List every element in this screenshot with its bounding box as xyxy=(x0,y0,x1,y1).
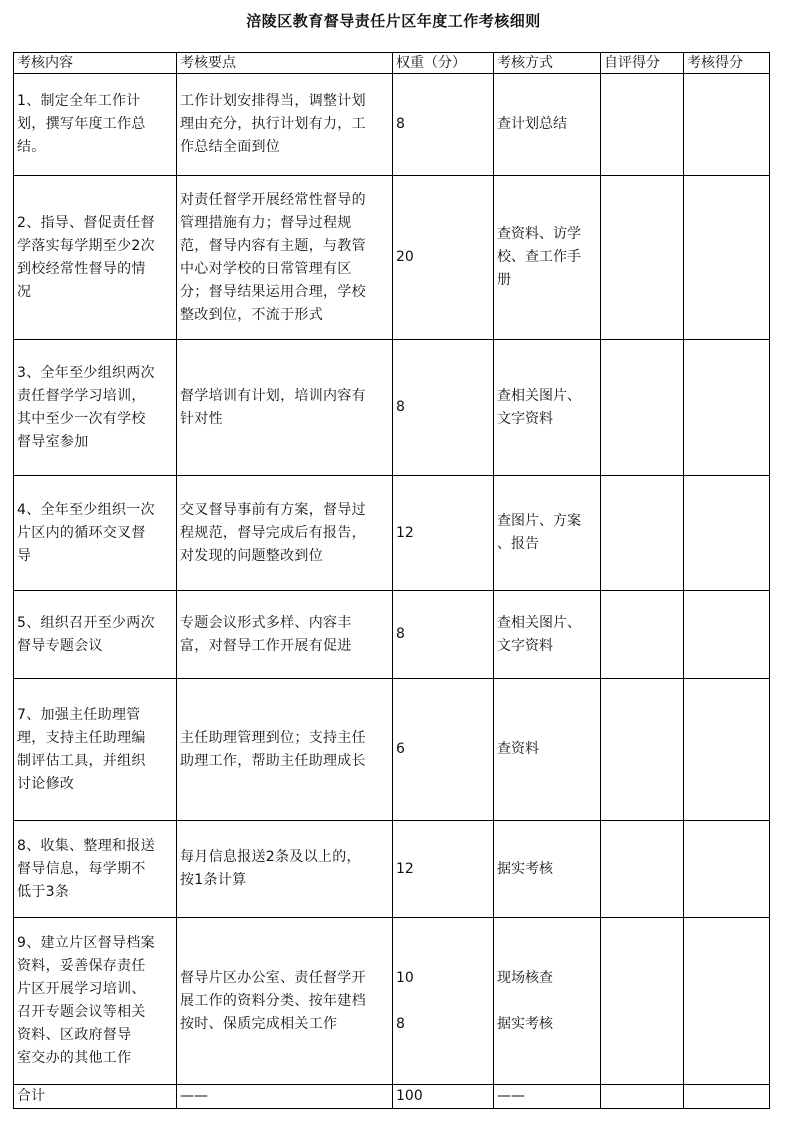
row-self-score[interactable] xyxy=(601,340,684,476)
row-method: 查资料、访学 校、查工作手 册 xyxy=(494,176,601,340)
total-row xyxy=(14,1085,770,1109)
header-method: 考核方式 xyxy=(494,53,601,74)
row-method: 查计划总结 xyxy=(494,74,601,176)
row-self-score[interactable] xyxy=(601,918,684,1085)
page-title: 涪陵区教育督导责任片区年度工作考核细则 xyxy=(246,12,541,30)
table-row xyxy=(14,476,770,591)
row-content: 3、全年至少组织两次 责任督学学习培训， 其中至少一次有学校 督导室参加 xyxy=(14,340,177,476)
row-content: 7、加强主任助理管 理，支持主任助理编 制评估工具，并组织 讨论修改 xyxy=(14,679,177,821)
row-points: 工作计划安排得当，调整计划 理由充分，执行计划有力，工 作总结全面到位 xyxy=(177,74,393,176)
row-content: 1、制定全年工作计 划，撰写年度工作总 结。 xyxy=(14,74,177,176)
row-points: 主任助理管理到位；支持主任 助理工作，帮助主任助理成长 xyxy=(177,679,393,821)
row-score[interactable] xyxy=(684,679,770,821)
row-weight: 8 xyxy=(393,74,494,176)
assessment-table xyxy=(13,52,770,1109)
row-score[interactable] xyxy=(684,340,770,476)
header-weight: 权重（分） xyxy=(393,53,494,74)
total-points: —— xyxy=(177,1085,393,1109)
row-weight: 12 xyxy=(393,821,494,918)
row-method: 查资料 xyxy=(494,679,601,821)
table-row xyxy=(14,591,770,679)
table-row xyxy=(14,918,770,1085)
row-self-score[interactable] xyxy=(601,821,684,918)
header-content: 考核内容 xyxy=(14,53,177,74)
total-weight: 100 xyxy=(393,1085,494,1109)
row-score[interactable] xyxy=(684,74,770,176)
row-points: 督导片区办公室、责任督学开 展工作的资料分类、按年建档 按时、保质完成相关工作 xyxy=(177,918,393,1085)
row-weight: 6 xyxy=(393,679,494,821)
row-weight: 8 xyxy=(393,591,494,679)
row-score[interactable] xyxy=(684,176,770,340)
row-self-score[interactable] xyxy=(601,679,684,821)
row-points: 每月信息报送2条及以上的， 按1条计算 xyxy=(177,821,393,918)
row-method: 查图片、方案 、报告 xyxy=(494,476,601,591)
header-points: 考核要点 xyxy=(177,53,393,74)
row-points: 对责任督学开展经常性督导的 管理措施有力；督导过程规 范，督导内容有主题，与教管 中心对学校的日常管理有区 分；督导结果运用合理，学校 整改到位，不流于形式 xyxy=(177,176,393,340)
row-self-score[interactable] xyxy=(601,476,684,591)
total-self-score[interactable] xyxy=(601,1085,684,1109)
row-score[interactable] xyxy=(684,591,770,679)
header-self-score: 自评得分 xyxy=(601,53,684,74)
table-row xyxy=(14,176,770,340)
row-points: 交叉督导事前有方案，督导过 程规范，督导完成后有报告， 对发现的问题整改到位 xyxy=(177,476,393,591)
row-self-score[interactable] xyxy=(601,591,684,679)
row-points: 专题会议形式多样、内容丰 富，对督导工作开展有促进 xyxy=(177,591,393,679)
row-method: 据实考核 xyxy=(494,821,601,918)
row-self-score[interactable] xyxy=(601,176,684,340)
row-method: 查相关图片、 文字资料 xyxy=(494,340,601,476)
table-row xyxy=(14,679,770,821)
header-score: 考核得分 xyxy=(684,53,770,74)
row-score[interactable] xyxy=(684,918,770,1085)
row-points: 督学培训有计划，培训内容有 针对性 xyxy=(177,340,393,476)
row-weight: 20 xyxy=(393,176,494,340)
row-score[interactable] xyxy=(684,821,770,918)
table-row xyxy=(14,340,770,476)
row-content: 2、指导、督促责任督 学落实每学期至少2次 到校经常性督导的情 况 xyxy=(14,176,177,340)
row-weight: 8 xyxy=(393,340,494,476)
table-row xyxy=(14,821,770,918)
total-method: —— xyxy=(494,1085,601,1109)
row-score[interactable] xyxy=(684,476,770,591)
row-method: 现场核查 据实考核 xyxy=(494,918,601,1085)
table-row xyxy=(14,74,770,176)
row-method: 查相关图片、 文字资料 xyxy=(494,591,601,679)
table-header-row xyxy=(14,53,770,74)
row-content: 5、组织召开至少两次 督导专题会议 xyxy=(14,591,177,679)
row-self-score[interactable] xyxy=(601,74,684,176)
total-score[interactable] xyxy=(684,1085,770,1109)
row-content: 9、建立片区督导档案 资料，妥善保存责任 片区开展学习培训、 召开专题会议等相关 资料、区政府督导 室交办的其他工作 xyxy=(14,918,177,1085)
row-weight: 10 8 xyxy=(393,918,494,1085)
row-content: 8、收集、整理和报送 督导信息，每学期不 低于3条 xyxy=(14,821,177,918)
row-content: 4、全年至少组织一次 片区内的循环交叉督 导 xyxy=(14,476,177,591)
total-label: 合计 xyxy=(14,1085,177,1109)
row-weight: 12 xyxy=(393,476,494,591)
